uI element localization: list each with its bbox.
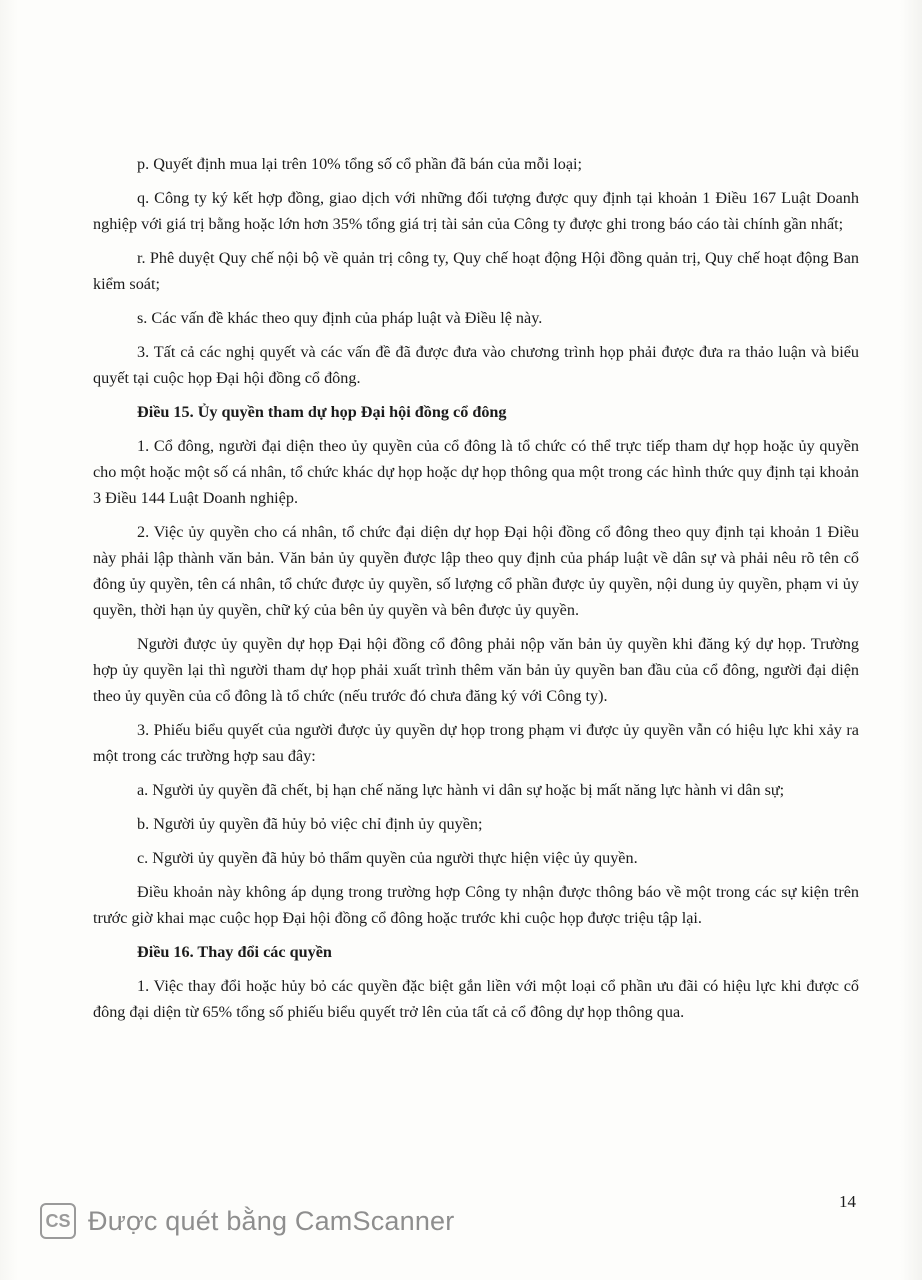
- camscanner-logo-icon: CS: [40, 1203, 76, 1239]
- paragraph-item-3: 3. Tất cả các nghị quyết và các vấn đề đã được đưa vào chương trình họp phải được đưa ra thảo luận và biểu quyết tại cuộc họp Đại hội đồng cổ đông.: [93, 343, 859, 387]
- article-15-clause-3b: b. Người ủy quyền đã hủy bỏ việc chỉ định ủy quyền;: [137, 815, 483, 833]
- watermark-text: Được quét bằng CamScanner: [88, 1205, 455, 1236]
- article-15-clause-3c: c. Người ủy quyền đã hủy bỏ thẩm quyền của người thực hiện việc ủy quyền.: [137, 849, 638, 867]
- article-15-heading: Điều 15. Ủy quyền tham dự họp Đại hội đồng cổ đông: [137, 403, 507, 421]
- article-16-heading: Điều 16. Thay đổi các quyền: [137, 943, 332, 961]
- article-15-clause-1: 1. Cổ đông, người đại diện theo ủy quyền của cổ đông là tổ chức có thể trực tiếp tham dự họp hoặc ủy quyền cho một hoặc một số cá nhân, tổ chức khác dự họp hoặc dự họp thông qua một trong các hình thức quy định tại khoản 3 Điều 144 Luật Doanh nghiệp.: [93, 437, 859, 507]
- paragraph-p: p. Quyết định mua lại trên 10% tổng số cổ phần đã bán của mỗi loại;: [137, 155, 583, 173]
- paragraph-r: r. Phê duyệt Quy chế nội bộ về quản trị công ty, Quy chế hoạt động Hội đồng quản trị, Quy chế hoạt động Ban kiểm soát;: [93, 249, 859, 293]
- article-15-clause-3: 3. Phiếu biểu quyết của người được ủy quyền dự họp trong phạm vi được ủy quyền vẫn có hiệu lực khi xảy ra một trong các trường hợp sau đây:: [93, 721, 859, 765]
- article-15-note: Điều khoản này không áp dụng trong trường hợp Công ty nhận được thông báo về một trong các sự kiện trên trước giờ khai mạc cuộc họp Đại hội đồng cổ đông hoặc trước khi cuộc họp được triệu tập lại.: [93, 883, 859, 927]
- camscanner-watermark: [40, 1203, 454, 1239]
- page-number: 14: [839, 1192, 856, 1211]
- article-15-clause-3a: a. Người ủy quyền đã chết, bị hạn chế năng lực hành vi dân sự hoặc bị mất năng lực hành vi dân sự;: [137, 781, 785, 799]
- article-15-clause-2: 2. Việc ủy quyền cho cá nhân, tổ chức đại diện dự họp Đại hội đồng cổ đông theo quy định tại khoản 1 Điều này phải lập thành văn bản. Văn bản ủy quyền được lập theo quy định của pháp luật về dân sự và phải nêu rõ tên cổ đông ủy quyền, tên cá nhân, tổ chức được ủy quyền, số lượng cổ phần được ủy quyền, nội dung ủy quyền, phạm vi ủy quyền, thời hạn ủy quyền, chữ ký của bên ủy quyền và bên được ủy quyền.: [93, 523, 859, 619]
- paragraph-s: s. Các vấn đề khác theo quy định của pháp luật và Điều lệ này.: [137, 309, 543, 327]
- article-15-clause-2-continued: Người được ủy quyền dự họp Đại hội đồng cổ đông phải nộp văn bản ủy quyền khi đăng ký dự họp. Trường hợp ủy quyền lại thì người tham dự họp phải xuất trình thêm văn bản ủy quyền ban đầu của cổ đông, người đại diện theo ủy quyền của cổ đông là tổ chức (nếu trước đó chưa đăng ký với Công ty).: [93, 635, 859, 705]
- document-body: [93, 151, 859, 1025]
- article-16-clause-1: 1. Việc thay đổi hoặc hủy bỏ các quyền đặc biệt gắn liền với một loại cổ phần ưu đãi có hiệu lực khi được cổ đông đại diện từ 65% tổng số phiếu biểu quyết trở lên của tất cả cổ đông dự họp thông qua.: [93, 977, 859, 1021]
- paragraph-q: q. Công ty ký kết hợp đồng, giao dịch với những đối tượng được quy định tại khoản 1 Điều 167 Luật Doanh nghiệp với giá trị bằng hoặc lớn hơn 35% tổng giá trị tài sản của Công ty được ghi trong báo cáo tài chính gần nhất;: [93, 189, 859, 233]
